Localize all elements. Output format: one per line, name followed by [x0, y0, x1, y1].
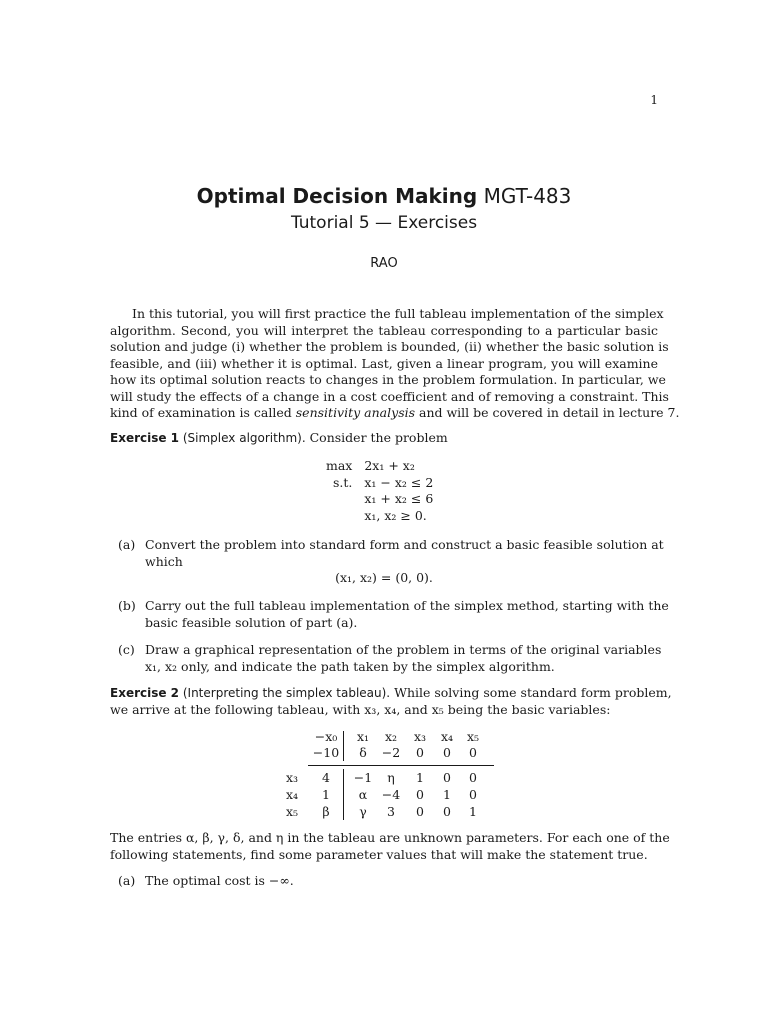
tableau-header-cell: x₅ [466, 729, 480, 744]
tableau-cell: 4 [322, 770, 330, 785]
intro-line: feasible, and (iii) whether it is optimal. Last, given a linear program, you will examine [110, 355, 658, 371]
lp-constraint: x₁ − x₂ ≤ 2 [364, 474, 434, 490]
exercise-2-paragraph [110, 830, 670, 863]
exercise-2-topic: (Interpreting the simplex tableau). [182, 686, 391, 700]
exercise-2-text: While solving some standard form problem, [390, 685, 672, 700]
item-line: x₁, x₂ only, and indicate the path taken by the simplex algorithm. [145, 658, 555, 674]
exercise-1-text: Consider the problem [305, 430, 448, 445]
item-tag: (a) [118, 873, 136, 888]
tableau-header-cell: −x₀ [314, 729, 338, 744]
exercise-1-topic: (Simplex algorithm). [182, 431, 306, 445]
exercise-2-heading [110, 685, 672, 702]
tableau-cell: 0 [443, 770, 451, 785]
tableau-cell: 0 [443, 804, 451, 819]
item-line: Draw a graphical representation of the problem in terms of the original variables [145, 642, 662, 657]
tableau-cell: β [322, 804, 330, 819]
item-line: which [145, 553, 183, 569]
intro-line: kind of examination is called sensitivity analysis and will be covered in detail in lecture 7. [110, 405, 680, 420]
tableau-cell: 1 [443, 787, 451, 802]
tableau-header-cell: x₁ [356, 729, 370, 744]
intro-line: solution and judge (i) whether the problem is bounded, (ii) whether the basic solution is [110, 339, 669, 354]
lp-objective-keyword: max [326, 458, 353, 473]
paragraph-line: The entries α, β, γ, δ, and η in the tableau are unknown parameters. For each one of the [110, 830, 670, 845]
tableau-cell: 0 [469, 787, 477, 802]
item-line: Carry out the full tableau implementation of the simplex method, starting with the [145, 598, 669, 613]
paragraph-line: following statements, find some parameter values that will make the statement true. [110, 846, 648, 862]
tableau-cell: 1 [322, 787, 330, 802]
tableau-cost-cell: 0 [416, 745, 424, 760]
tableau-cell: γ [359, 804, 367, 819]
tableau-cell: 0 [469, 770, 477, 785]
author: RAO [370, 256, 398, 271]
item-line: Convert the problem into standard form and construct a basic feasible solution at [145, 537, 664, 552]
tableau-cost-cell: 0 [443, 745, 451, 760]
tableau-cost-cell: −2 [381, 745, 401, 760]
tableau-header-cell: x₄ [440, 729, 454, 744]
tableau-cell: 0 [416, 804, 424, 819]
simplex-tableau [280, 729, 500, 821]
page-number: 1 [650, 93, 658, 107]
tableau-cost-cell: −10 [312, 745, 340, 760]
lp-constraint: x₁ + x₂ ≤ 6 [364, 491, 434, 506]
item-line: basic feasible solution of part (a). [145, 614, 358, 630]
tableau-header-cell: x₃ [413, 729, 427, 744]
exercise-2-line: we arrive at the following tableau, with x₃, x₄, and x₅ being the basic variables: [110, 702, 611, 717]
intro-paragraph [110, 306, 680, 422]
tableau-cell: 0 [416, 787, 424, 802]
exercise-2-label: Exercise 2 [110, 686, 180, 700]
tableau-cell: α [358, 787, 368, 802]
lp-constraint: x₁, x₂ ≥ 0. [364, 507, 427, 523]
lp-objective: 2x₁ + x₂ [364, 458, 415, 473]
tableau-cost-cell: δ [359, 745, 367, 760]
intro-line: how its optimal solution reacts to changes in the problem formulation. In particular, we [110, 372, 666, 387]
tableau-basic-variable: x₃ [285, 770, 299, 785]
emphasis-term: sensitivity analysis [295, 405, 416, 420]
tableau-basic-variable: x₅ [285, 804, 299, 819]
intro-line: will study the effects of a change in a cost coefficient and of removing a constraint. This [110, 388, 669, 404]
tableau-header-cell: x₂ [384, 729, 398, 744]
document-subtitle: Tutorial 5 — Exercises [290, 213, 478, 233]
tableau-basic-variable: x₄ [285, 787, 299, 802]
tableau-cell: η [387, 770, 395, 785]
exercise-1-label: Exercise 1 [110, 431, 180, 445]
tableau-horizontal-rule [308, 765, 494, 766]
exercise-1-heading [110, 430, 658, 447]
tableau-cell: 3 [387, 804, 395, 819]
item-a-equation: (x₁, x₂) = (0, 0). [335, 570, 433, 585]
item-line: The optimal cost is −∞. [145, 873, 294, 888]
title-bold: Optimal Decision Making [196, 184, 478, 208]
tableau-cell: 1 [469, 804, 477, 819]
intro-line: In this tutorial, you will first practice the full tableau implementation of the simplex [132, 306, 664, 321]
intro-line: algorithm. Second, you will interpret the tableau corresponding to a particular basic [110, 322, 658, 338]
tableau-cell: 1 [416, 770, 424, 785]
document-title [0, 184, 768, 208]
item-tag: (a) [118, 537, 136, 552]
tableau-cell: −1 [353, 770, 373, 785]
tableau-cost-cell: 0 [469, 745, 477, 760]
lp-constraint-keyword: s.t. [332, 474, 353, 490]
course-code: MGT-483 [483, 184, 572, 208]
item-tag: (b) [118, 598, 136, 613]
linear-program [326, 458, 439, 524]
item-tag: (c) [118, 642, 135, 657]
tableau-cell: −4 [381, 787, 401, 802]
